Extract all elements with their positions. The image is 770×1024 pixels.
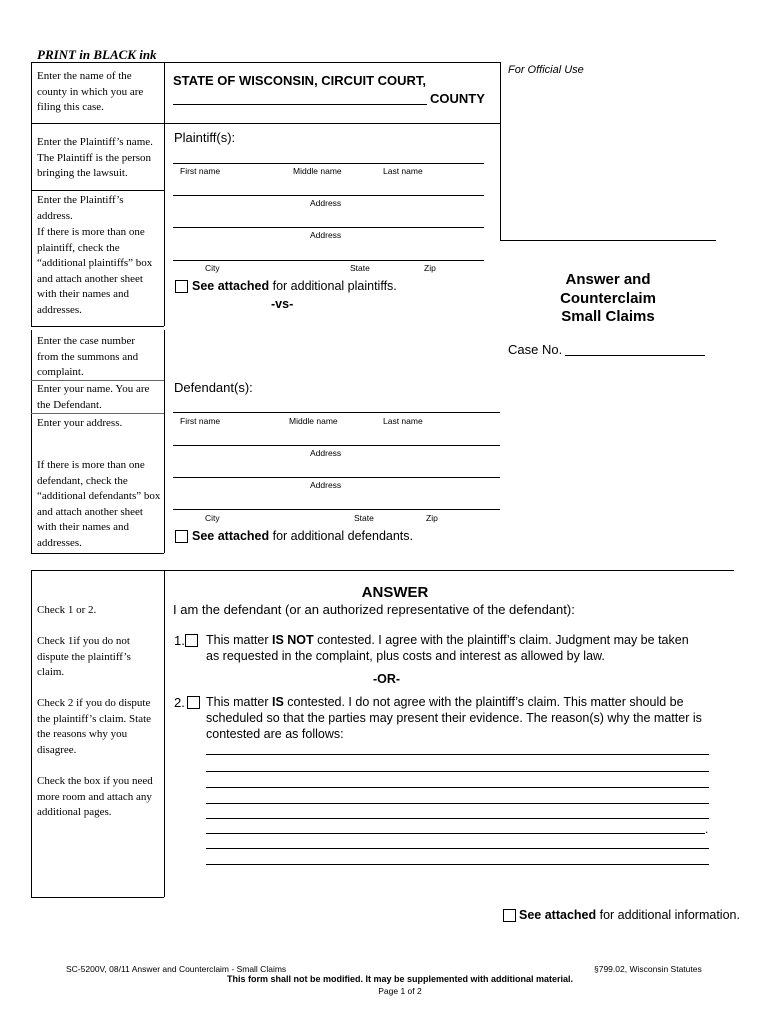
option-2-checkbox[interactable] bbox=[187, 696, 200, 709]
additional-defendants-checkbox[interactable] bbox=[175, 530, 188, 543]
reason-line-7[interactable] bbox=[206, 848, 709, 849]
form-title-line3: Small Claims bbox=[561, 308, 655, 325]
option-2-line2: scheduled so that the parties may present their evidence. The reason(s) why the matter is bbox=[206, 711, 702, 725]
plaintiff-zip-label: Zip bbox=[424, 263, 436, 273]
defendant-address2-label: Address bbox=[310, 480, 342, 490]
left-sep-b bbox=[31, 413, 164, 414]
case-no-field[interactable] bbox=[565, 355, 705, 356]
additional-defendants-text bbox=[192, 529, 413, 543]
official-use-bottom bbox=[500, 240, 716, 241]
defendant-address1-label: Address bbox=[310, 448, 342, 458]
instruction-more-plaintiffs: If there is more than one plaintiff, check the “additional plaintiffs” box and attach another sheet with their names and addresses. bbox=[37, 226, 153, 316]
instruction-your-address: Enter your address. bbox=[37, 417, 123, 429]
defendant-heading: Defendant(s): bbox=[174, 380, 253, 395]
form-title-line2: Counterclaim bbox=[560, 289, 656, 307]
additional-plaintiffs-label: for additional plaintiffs. bbox=[272, 279, 397, 293]
additional-defendants-label: for additional defendants. bbox=[272, 529, 413, 543]
defendant-name-line[interactable] bbox=[173, 412, 500, 413]
additional-information-checkbox[interactable] bbox=[503, 909, 516, 922]
plaintiff-heading: Plaintiff(s): bbox=[174, 130, 236, 145]
case-no-label: Case No. bbox=[508, 342, 563, 357]
plaintiff-city-label: City bbox=[205, 263, 220, 273]
defendant-address1-line[interactable] bbox=[173, 445, 500, 446]
answer-section-top bbox=[31, 570, 734, 571]
reason-line-1[interactable] bbox=[206, 754, 709, 755]
reason-line-4[interactable] bbox=[206, 803, 709, 804]
option-1-text-b: contested. I agree with the plaintiff’s claim. Judgment may be taken bbox=[313, 633, 689, 647]
top-border bbox=[31, 62, 500, 63]
answer-left-bottom bbox=[31, 897, 164, 898]
answer-left-border bbox=[31, 570, 32, 897]
option-2-text bbox=[206, 695, 684, 709]
instruction-case-number: Enter the case number from the summons and complaint. bbox=[37, 335, 139, 379]
instruction-plaintiff-name: Enter the Plaintiff’s name. The Plaintiff is the person bringing the lawsuit. bbox=[37, 136, 153, 180]
option-2-number: 2. bbox=[174, 695, 185, 710]
plaintiff-state-label: State bbox=[350, 263, 370, 273]
plaintiff-middle-name-label: Middle name bbox=[293, 166, 342, 176]
option-1-not: IS NOT bbox=[272, 633, 314, 647]
reason-line-6[interactable] bbox=[206, 833, 705, 834]
defendant-state-label: State bbox=[354, 513, 374, 523]
instruction-check-1-or-2: Check 1 or 2. bbox=[37, 604, 97, 616]
see-attached-plaintiffs: See attached bbox=[192, 279, 270, 293]
left-border-mid bbox=[31, 330, 32, 553]
county-field-line[interactable] bbox=[173, 104, 427, 105]
column-divider-mid bbox=[164, 330, 165, 553]
plaintiff-address1-label: Address bbox=[310, 198, 342, 208]
defendant-zip-label: Zip bbox=[426, 513, 438, 523]
option-1-text-a: This matter bbox=[206, 633, 272, 647]
footer-statute: §799.02, Wisconsin Statutes bbox=[594, 964, 702, 974]
option-1-checkbox[interactable] bbox=[185, 634, 198, 647]
left-divider-1 bbox=[31, 190, 164, 191]
left-divider-3 bbox=[31, 553, 164, 554]
instruction-check-1: Check 1if you do not dispute the plaintiff’s claim. bbox=[37, 635, 131, 679]
versus-label: -vs- bbox=[271, 297, 294, 311]
county-section-divider bbox=[31, 123, 500, 124]
instruction-county: Enter the name of the county in which you are filing this case. bbox=[37, 70, 144, 114]
option-1-number: 1. bbox=[174, 633, 185, 648]
county-label: COUNTY bbox=[430, 91, 485, 106]
defendant-city-label: City bbox=[205, 513, 220, 523]
reason-period: . bbox=[705, 822, 709, 836]
left-divider-2 bbox=[31, 326, 164, 327]
official-use-label: For Official Use bbox=[508, 64, 584, 76]
plaintiff-name-line[interactable] bbox=[173, 163, 484, 164]
plaintiff-city-line[interactable] bbox=[173, 260, 484, 261]
print-note: PRINT in BLACK ink bbox=[37, 47, 157, 62]
left-border-top bbox=[31, 62, 32, 326]
option-2-text-b: contested. I do not agree with the plaintiff’s claim. This matter should be bbox=[283, 695, 684, 709]
defendant-middle-name-label: Middle name bbox=[289, 416, 338, 426]
footer-warning: This form shall not be modified. It may be supplemented with additional material. bbox=[226, 974, 574, 984]
left-sep-a bbox=[31, 380, 164, 381]
court-line: STATE OF WISCONSIN, CIRCUIT COURT, bbox=[173, 73, 427, 88]
option-2-line3: contested are as follows: bbox=[206, 727, 344, 741]
additional-information-text bbox=[519, 908, 740, 922]
plaintiff-last-name-label: Last name bbox=[383, 166, 423, 176]
footer-page: Page 1 of 2 bbox=[378, 986, 422, 996]
answer-heading: ANSWER bbox=[361, 584, 429, 601]
column-divider-top bbox=[164, 62, 165, 326]
option-1-text bbox=[206, 633, 689, 647]
option-1-line2: as requested in the complaint, plus costs and interest as allowed by law. bbox=[206, 649, 605, 663]
additional-plaintiffs-text bbox=[192, 279, 397, 293]
or-separator: -OR- bbox=[373, 672, 401, 686]
instruction-more-defendants: If there is more than one defendant, check the “additional defendants” box and attach another sheet with their names and addresses. bbox=[37, 459, 161, 549]
instruction-check-2: Check 2 if you do dispute the plaintiff’s claim. State the reasons why you disagree. bbox=[37, 697, 152, 756]
plaintiff-address2-label: Address bbox=[310, 230, 342, 240]
defendant-city-line[interactable] bbox=[173, 509, 500, 510]
footer-form-id: SC-5200V, 08/11 Answer and Counterclaim - Small Claims bbox=[66, 964, 287, 974]
option-2-text-a: This matter bbox=[206, 695, 272, 709]
instruction-plaintiff-address: Enter the Plaintiff’s address. bbox=[37, 194, 124, 222]
instruction-check-box-more: Check the box if you need more room and attach any additional pages. bbox=[37, 775, 153, 819]
reason-line-5[interactable] bbox=[206, 818, 709, 819]
defendant-first-name-label: First name bbox=[180, 416, 221, 426]
instruction-your-name: Enter your name. You are the Defendant. bbox=[37, 383, 150, 411]
defendant-last-name-label: Last name bbox=[383, 416, 423, 426]
reason-line-2[interactable] bbox=[206, 771, 709, 772]
reason-line-8[interactable] bbox=[206, 864, 709, 865]
see-attached-defendants: See attached bbox=[192, 529, 270, 543]
answer-column-divider bbox=[164, 570, 165, 897]
additional-plaintiffs-checkbox[interactable] bbox=[175, 280, 188, 293]
plaintiff-address2-line[interactable] bbox=[173, 227, 484, 228]
see-attached-information: See attached bbox=[519, 908, 597, 922]
answer-intro: I am the defendant (or an authorized representative of the defendant): bbox=[173, 602, 575, 617]
form-title-line1: Answer and bbox=[565, 271, 651, 288]
additional-information-label: for additional information. bbox=[599, 908, 740, 922]
defendant-address2-line[interactable] bbox=[173, 477, 500, 478]
form-title bbox=[500, 271, 716, 327]
plaintiff-first-name-label: First name bbox=[180, 166, 221, 176]
reason-line-3[interactable] bbox=[206, 787, 709, 788]
official-use-border bbox=[500, 62, 501, 240]
option-2-is: IS bbox=[272, 695, 284, 709]
plaintiff-address1-line[interactable] bbox=[173, 195, 484, 196]
